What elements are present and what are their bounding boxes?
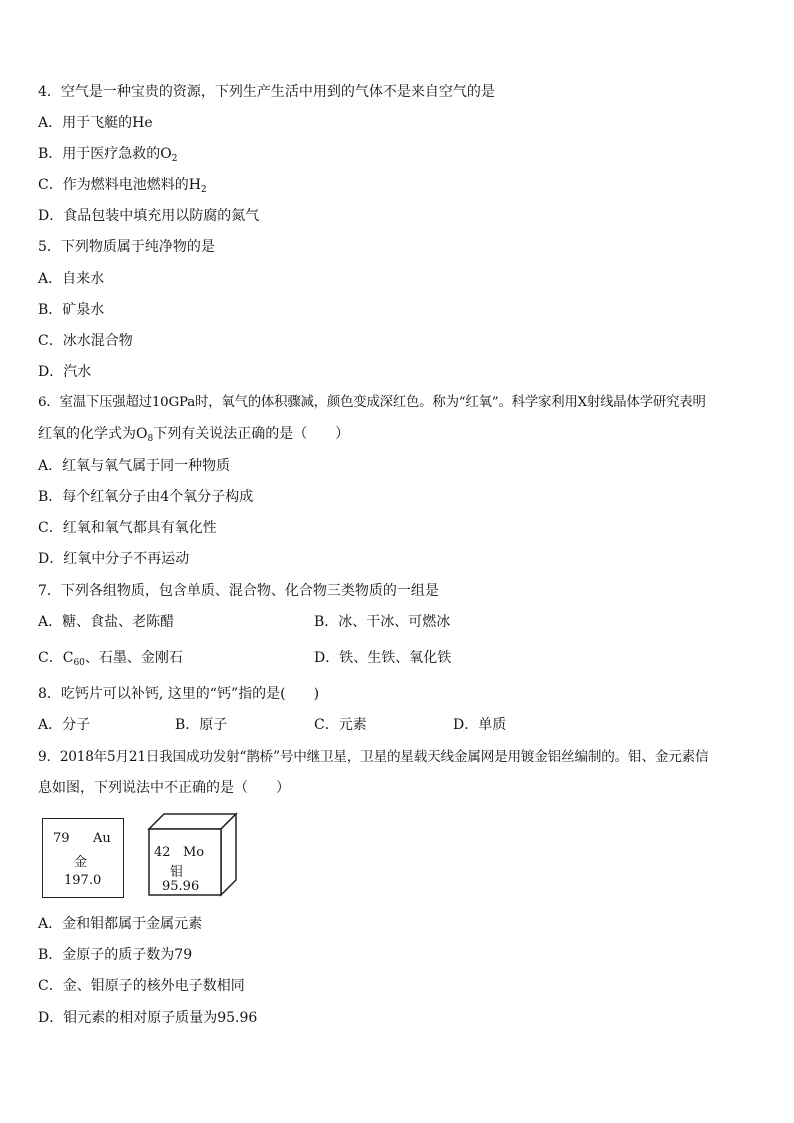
question-7-stem: 7．下列各组物质，包含单质、混合物、化合物三类物质的一组是 <box>38 583 439 599</box>
atomic-mass: 197.0 <box>64 873 102 888</box>
stem-text: 红氧的化学式为O <box>38 426 148 442</box>
question-6-option-c: C．红氧和氧气都具有氧化性 <box>38 520 217 536</box>
question-7-option-d: D．铁、生铁、氧化铁 <box>314 650 452 666</box>
option-text: B．用于医疗急救的O <box>38 146 172 162</box>
question-5-option-a: A．自来水 <box>38 271 105 287</box>
option-text: 、石墨、金刚石 <box>84 650 183 666</box>
question-8-option-a: A．分子 <box>38 717 91 733</box>
question-6-option-d: D．红氧中分子不再运动 <box>38 551 190 567</box>
subscript: 2 <box>171 154 178 164</box>
atomic-number: 79 <box>53 831 70 846</box>
stem-text: 下列有关说法正确的是（ ） <box>153 426 350 442</box>
question-8-option-c: C．元素 <box>314 717 367 733</box>
question-8-stem: 8．吃钙片可以补钙, 这里的“钙”指的是( ) <box>38 686 320 702</box>
question-7-option-c <box>38 648 183 673</box>
question-4-option-a: A．用于飞艇的He <box>38 115 153 131</box>
question-4-option-c <box>38 175 207 200</box>
subscript: 8 <box>147 434 154 444</box>
question-4-option-d: D．食品包装中填充用以防腐的氮气 <box>38 208 260 224</box>
question-6-stem-line-2 <box>38 424 349 449</box>
option-text: C．作为燃料电池燃料的H <box>38 177 201 193</box>
question-5-option-c: C．冰水混合物 <box>38 333 133 349</box>
atomic-mass: 95.96 <box>162 879 200 894</box>
question-8-option-b: B．原子 <box>175 717 228 733</box>
question-9-option-d: D．钼元素的相对原子质量为95.96 <box>38 1010 258 1026</box>
question-6-option-b: B．每个红氧分子由4个氧分子构成 <box>38 489 254 505</box>
subscript: 2 <box>200 185 207 195</box>
option-text: C．C <box>38 650 74 666</box>
question-9-option-b: B．金原子的质子数为79 <box>38 947 193 963</box>
question-9-stem-line-1: 9．2018年5月21日我国成功发射“鹊桥”号中继卫星，卫星的星载天线金属网是用镀金铝丝编制的。钼、金元素信 <box>38 749 709 765</box>
question-6-option-a: A．红氧与氧气属于同一种物质 <box>38 458 231 474</box>
question-5-option-d: D．汽水 <box>38 364 92 380</box>
question-8-option-d: D．单质 <box>453 717 507 733</box>
question-7-option-b: B．冰、干冰、可燃冰 <box>314 614 451 630</box>
element-name: 金 <box>74 855 88 870</box>
question-7-option-a: A．糖、食盐、老陈醋 <box>38 614 175 630</box>
gold-element-card <box>42 818 124 898</box>
element-symbol: Mo <box>183 845 205 860</box>
subscript: 60 <box>73 658 85 668</box>
question-5-stem: 5．下列物质属于纯净物的是 <box>38 239 215 255</box>
element-name: 钼 <box>170 865 184 880</box>
question-9-option-a: A．金和钼都属于金属元素 <box>38 916 203 932</box>
question-4-option-b <box>38 144 178 169</box>
question-9-option-c: C．金、钼原子的核外电子数相同 <box>38 978 245 994</box>
question-9-stem-line-2: 息如图，下列说法中不正确的是（ ） <box>38 780 290 796</box>
atomic-number: 42 <box>154 845 171 860</box>
question-6-stem-line-1: 6．室温下压强超过10GPa时，氧气的体积骤减，颜色变成深红色。称为“红氧”。科学家利用X射线晶体学研究表明 <box>38 395 706 410</box>
question-4-stem: 4．空气是一种宝贵的资源，下列生产生活中用到的气体不是来自空气的是 <box>38 84 495 100</box>
question-5-option-b: B．矿泉水 <box>38 302 105 318</box>
element-symbol: Au <box>93 831 111 846</box>
